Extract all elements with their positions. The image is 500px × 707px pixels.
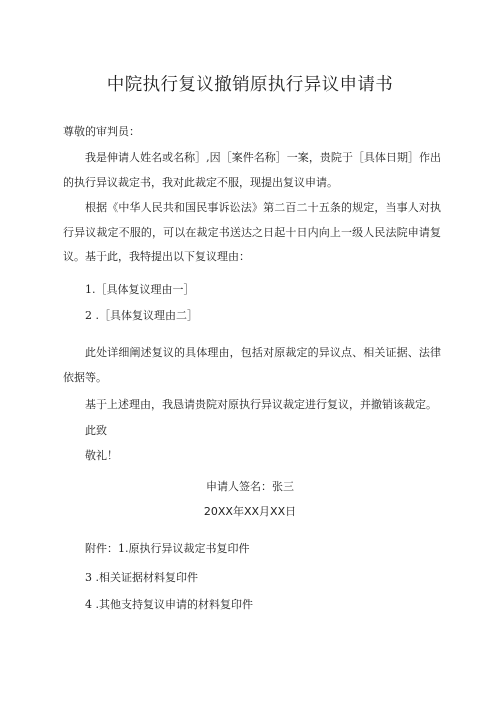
signature-line: 申请人签名：张三 — [206, 480, 294, 493]
attachment-item-1: 附件：1.原执行异议裁定书复印件 — [85, 542, 250, 555]
reason-item-1: 1.［具体复议理由一］ — [85, 283, 195, 296]
attachment-item-3: 3 .相关证据材料复印件 — [85, 571, 198, 584]
paragraph-request: 我是伸请人姓名或名称］,因［案件名称］一案，贵院于［具体日期］作出的执行异议裁定书，我对此裁定不服，现提出复议申请。 — [63, 151, 441, 189]
salutation: 尊敬的审判员： — [63, 125, 140, 138]
reason-item-2: 2 .［具体复议理由二］ — [85, 309, 198, 322]
closing-cizhi: 此致 — [85, 424, 107, 437]
paragraph-request-revoke: 基于上述理由，我恳请贵院对原执行异议裁定进行复议，并撤销该裁定。 — [85, 398, 437, 411]
paragraph-detail: 此处详细阐述复议的具体理由，包括对原裁定的异议点、相关证据、法律依据等。 — [63, 346, 441, 384]
closing-jingli: 敬礼！ — [85, 449, 118, 462]
date-line: 20XX年XX月XX日 — [203, 505, 297, 518]
attachment-item-4: 4 .其他支持复议申请的材料复印件 — [85, 598, 253, 611]
document-title: 中院执行复议撤销原执行异议申请书 — [106, 75, 394, 95]
paragraph-legal-basis: 根据《中华人民共和国民事诉讼法》第二百二十五条的规定，当事人对执行异议裁定不服的，可以在裁定书送达之日起十日内向上一级人民法院申请复议。基于此，我特提出以下复议理由： — [63, 201, 441, 263]
